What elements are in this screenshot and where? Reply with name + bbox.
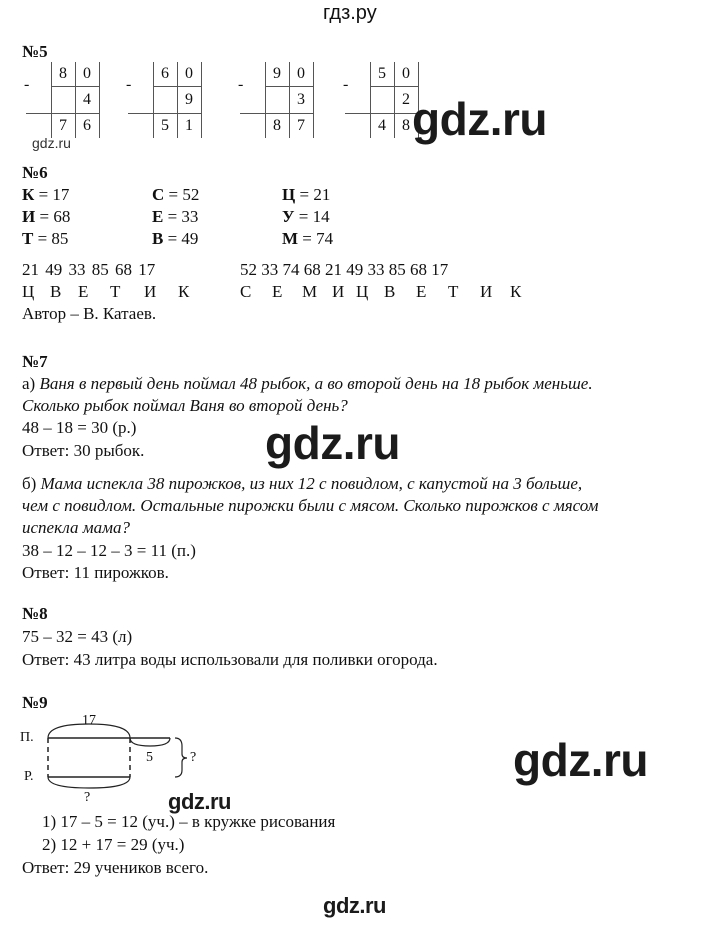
s8-calc: 75 – 32 = 43 (л) [22,627,133,646]
letter: В [152,229,164,248]
letter-number: = 68 [35,207,71,226]
code-row-2: 52 33 74 68 21 49 33 85 68 17 [240,260,449,279]
letter-number: = 14 [294,207,330,226]
letter: М [282,229,299,248]
letter-value [22,185,69,205]
step-2: 2) 12 + 17 = 29 (уч.) [42,835,185,854]
letter-value [282,229,333,249]
letter-number: = 85 [33,229,69,248]
word-letter: Е [272,282,283,301]
letter: К [22,185,35,204]
word-letter: Ц [22,282,35,301]
task-a-line-1: а) Ваня в первый день поймал 48 рыбок, а во второй день на 18 рыбок меньше. [22,374,593,393]
word-letter: Т [110,282,121,301]
label-q-total: ? [190,750,197,765]
watermark-small: gdz.ru [32,135,71,151]
watermark-large: gdz.ru [412,93,547,145]
section-5-title: №5 [22,42,48,61]
word-letter: К [178,282,190,301]
task-a-calc: 48 – 18 = 30 (р.) [22,418,137,437]
letter-number: = 49 [163,229,199,248]
digit: 7 [59,117,67,134]
label-17: 17 [82,713,96,728]
letter-number: = 21 [295,185,331,204]
label-q-r: ? [84,790,91,805]
task-a-line-2: Сколько рыбок поймал Ваня во второй день? [22,396,348,415]
digit: 0 [402,65,410,82]
letter: Е [152,207,164,226]
word-letter: В [50,282,62,301]
digit: 4 [83,91,91,108]
letter-value [152,229,198,249]
letter-value [152,185,199,205]
footer-watermark: gdz.ru [323,893,386,918]
word-letter: Т [448,282,459,301]
watermark-medium: gdz.ru [168,789,231,814]
column-subtraction-4 [345,62,419,138]
minus-sign: - [24,76,30,93]
digit: 8 [402,117,410,134]
task-b-answer: Ответ: 11 пирожков. [22,563,169,582]
word-letter: И [144,282,157,301]
word-letter: И [480,282,493,301]
letter-number: = 17 [34,185,70,204]
digit: 6 [83,117,91,134]
letter-value [22,229,68,249]
watermark-large: gdz.ru [513,734,648,786]
minus-sign: - [343,76,349,93]
digit: 0 [297,65,305,82]
section-7-title: №7 [22,352,48,371]
letter: Ц [282,185,296,204]
letter-number: = 52 [164,185,200,204]
word-letter: М [302,282,318,301]
word-letter: В [384,282,396,301]
digit: 9 [185,91,193,108]
s8-answer: Ответ: 43 литра воды использовали для поливки огорода. [22,650,438,669]
digit: 5 [378,65,386,82]
label-r: Р. [24,769,34,784]
task-b-line-3: испекла мама? [22,518,130,537]
digit: 8 [59,65,67,82]
section-6-title: №6 [22,163,48,182]
code-row-1: 21 49 33 85 68 17 [22,260,156,279]
letter-value [22,207,70,227]
letter-number: = 74 [298,229,334,248]
digit: 8 [273,117,281,134]
digit: 9 [273,65,281,82]
column-subtraction-3 [240,62,314,138]
word-letter: И [332,282,345,301]
task-b-calc: 38 – 12 – 12 – 3 = 11 (п.) [22,541,196,560]
letter-value [152,207,198,227]
letter-value [282,207,330,227]
letter: И [22,207,36,226]
column-subtraction-2 [128,62,202,138]
word-letter: К [510,282,522,301]
minus-sign: - [126,76,132,93]
digit: 5 [161,117,169,134]
minus-sign: - [238,76,244,93]
digit: 7 [297,117,305,134]
author-line: Автор – В. Катаев. [22,304,157,323]
digit: 0 [83,65,91,82]
word-2 [240,282,530,302]
word-letter: Ц [356,282,369,301]
label-p: П. [20,730,34,745]
word-letter: Е [78,282,89,301]
task-b-line-2: чем с повидлом. Остальные пирожки были с мясом. Сколько пирожков с мясом [22,496,599,515]
task-b-line-1: б) Мама испекла 38 пирожков, из них 12 с повидлом, с капустой на 3 больше, [22,474,583,493]
digit: 4 [378,117,386,134]
task-a-answer: Ответ: 30 рыбок. [22,441,145,460]
digit: 0 [185,65,193,82]
word-letter: Е [416,282,427,301]
s9-answer: Ответ: 29 учеников всего. [22,858,209,877]
digit: 2 [402,91,410,108]
site-header: гдз.ру [323,2,377,24]
label-5: 5 [146,750,153,765]
section-8-title: №8 [22,604,48,623]
column-subtraction-1 [26,62,100,138]
word-1 [22,282,198,302]
section-9-title: №9 [22,693,48,712]
letter-number: = 33 [163,207,199,226]
watermark-large: gdz.ru [265,417,400,469]
letter: Т [22,229,34,248]
word-letter: С [240,282,252,301]
digit: 1 [185,117,193,134]
digit: 3 [297,91,305,108]
digit: 6 [161,65,169,82]
step-1: 1) 17 – 5 = 12 (уч.) – в кружке рисования [42,812,336,831]
letter-value [282,185,330,205]
letter: С [152,185,165,204]
letter: У [282,207,295,226]
